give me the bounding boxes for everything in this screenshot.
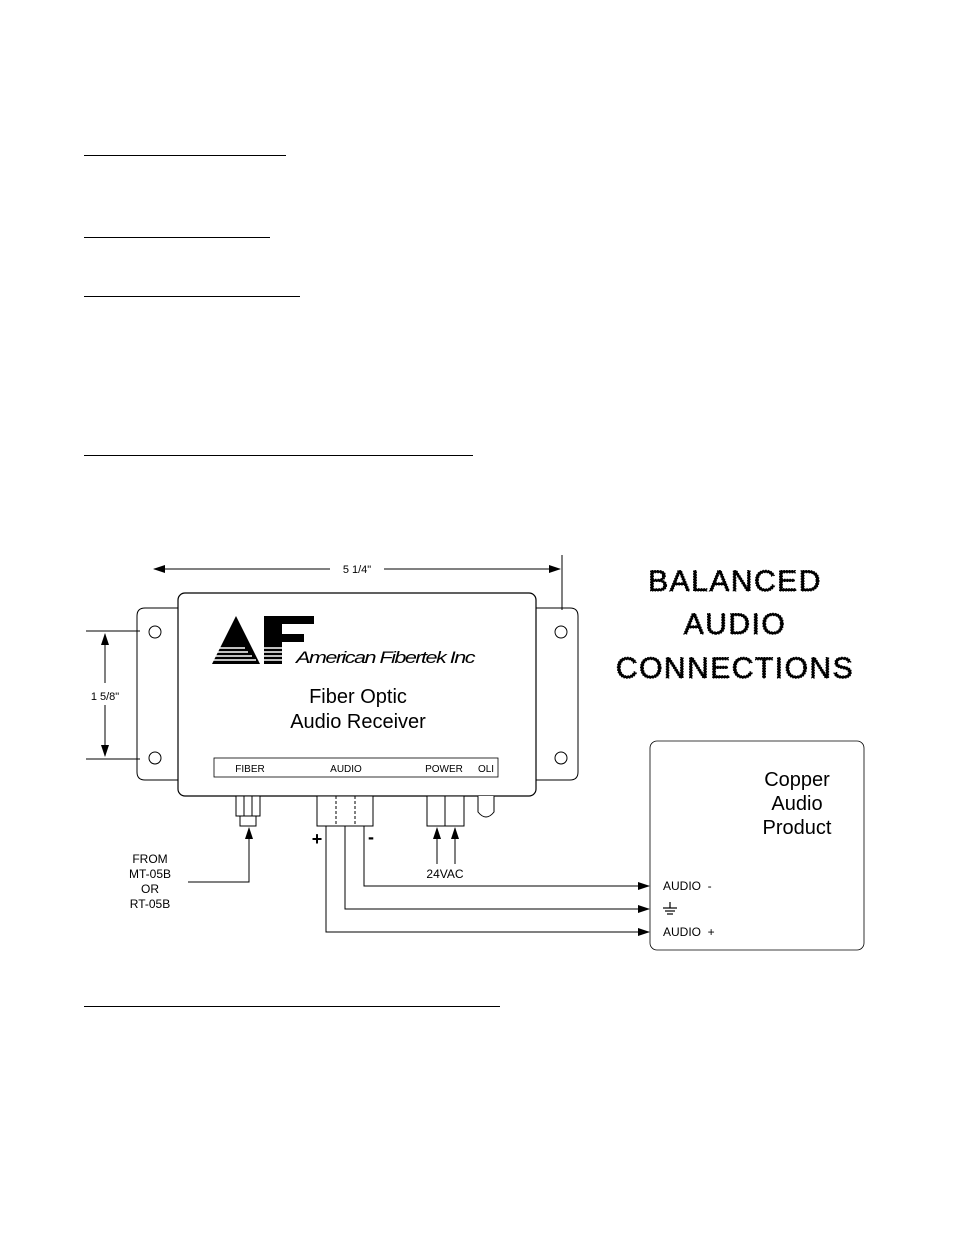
- audio-plus-sign: +: [311, 829, 323, 849]
- wire-audio-ground: [345, 826, 649, 909]
- mount-hole-bottom-right: [555, 752, 567, 764]
- width-dimension-label: 5 1/4": [342, 564, 372, 576]
- copper-box-title-line1: Copper: [764, 769, 830, 791]
- logo-text: American Fibertek Inc: [294, 648, 477, 667]
- mount-hole-top-left: [149, 626, 161, 638]
- device-title-line2: Audio Receiver: [290, 711, 426, 733]
- audio-terminal-block: [317, 796, 373, 826]
- fiber-source-line1: FROM: [132, 852, 168, 866]
- mount-hole-top-right: [555, 626, 567, 638]
- panel-label-oli: OLI: [477, 764, 495, 775]
- copper-audio-plus-label: AUDIO +: [663, 925, 715, 939]
- diagram-title-line2: AUDIO: [683, 608, 787, 641]
- copper-box-title-line2: Audio: [771, 793, 823, 815]
- power-voltage-label: 24VAC: [426, 867, 464, 881]
- fiber-source-line4: RT-05B: [129, 897, 171, 911]
- panel-label-fiber: FIBER: [235, 764, 265, 775]
- panel-label-audio: AUDIO: [330, 764, 362, 775]
- mount-hole-bottom-left: [149, 752, 161, 764]
- fiber-leader-line: [188, 828, 249, 882]
- wire-audio-minus: [364, 826, 649, 886]
- diagram-title-line3: CONNECTIONS: [615, 652, 855, 685]
- oli-indicator-led: [478, 796, 494, 817]
- height-dimension-label: 1 5/8": [90, 691, 120, 703]
- copper-box-title-line3: Product: [762, 817, 832, 839]
- diagram-title-line1: BALANCED: [648, 565, 822, 598]
- left-mounting-flange: [137, 608, 178, 780]
- fiber-connector: [236, 796, 260, 826]
- audio-minus-sign: -: [368, 827, 374, 847]
- power-terminal-block: [427, 796, 464, 826]
- copper-audio-minus-label: AUDIO -: [663, 879, 712, 893]
- panel-label-power: POWER: [425, 764, 463, 775]
- fiber-source-line2: MT-05B: [128, 867, 172, 881]
- device-title-line1: Fiber Optic: [309, 686, 407, 708]
- height-dimension: [86, 631, 140, 759]
- fiber-source-line3: OR: [141, 882, 159, 896]
- copper-audio-product-box: [650, 741, 864, 950]
- wire-audio-plus: [326, 826, 649, 932]
